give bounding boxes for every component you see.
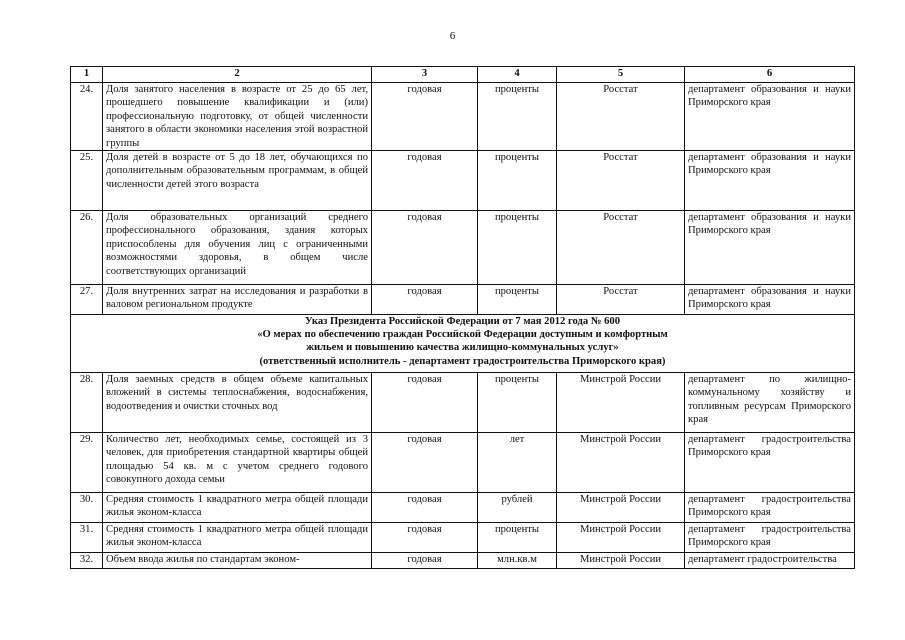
table-row: [71, 83, 855, 151]
unit: проценты: [478, 83, 557, 151]
data-source: Минстрой России: [557, 373, 685, 433]
indicator-description: Доля детей в возрасте от 5 до 18 лет, обучающихся по дополнительным образовательным программам, в общей численности детей этого возраста: [103, 151, 372, 211]
unit: проценты: [478, 151, 557, 211]
indicator-description: Доля образовательных организаций среднего профессионального образования, здания которых приспособлены для обучения лиц с ограниченными возможностями здоровья, в общем числе соответствующих организаций: [103, 211, 372, 285]
row-number: 32.: [71, 553, 103, 569]
table-row: [71, 493, 855, 523]
periodicity: годовая: [372, 83, 478, 151]
indicator-description: Доля внутренних затрат на исследования и разработки в валовом региональном продукте: [103, 285, 372, 315]
table-row: [71, 151, 855, 211]
responsible-body: департамент градостроительства Приморского края: [685, 523, 855, 553]
responsible-executor: (ответственный исполнитель - департамент градостроительства Приморского края): [259, 355, 666, 367]
data-source: Минстрой России: [557, 433, 685, 493]
indicator-description: Доля заемных средств в общем объеме капитальных вложений в системы теплоснабжения, водоснабжения, водоотведения и очистки сточных вод: [103, 373, 372, 433]
periodicity: годовая: [372, 523, 478, 553]
responsible-body: департамент градостроительства Приморского края: [685, 433, 855, 493]
section-row: [71, 315, 855, 373]
unit: млн.кв.м: [478, 553, 557, 569]
data-source: Минстрой России: [557, 523, 685, 553]
data-source: Росстат: [557, 211, 685, 285]
row-number: 30.: [71, 493, 103, 523]
data-source: Росстат: [557, 285, 685, 315]
responsible-body: департамент образования и науки Приморского края: [685, 211, 855, 285]
responsible-body: департамент градостроительства Приморского края: [685, 493, 855, 523]
data-source: Росстат: [557, 151, 685, 211]
row-number: 25.: [71, 151, 103, 211]
decree-subject-line-2: жильем и повышению качества жилищно-коммунальных услуг»: [306, 342, 619, 354]
periodicity: годовая: [372, 285, 478, 315]
row-number: 29.: [71, 433, 103, 493]
row-number: 24.: [71, 83, 103, 151]
table-row: [71, 523, 855, 553]
row-number: 27.: [71, 285, 103, 315]
header-cell-4: 4: [478, 67, 557, 83]
responsible-body: департамент образования и науки Приморского края: [685, 83, 855, 151]
data-source: Минстрой России: [557, 493, 685, 523]
indicator-description: Количество лет, необходимых семье, состоящей из 3 человек, для приобретения стандартной квартиры общей площадью 54 кв. м с учетом среднего годового совокупного дохода семьи: [103, 433, 372, 493]
section-heading: [71, 315, 855, 373]
header-row: [71, 67, 855, 83]
data-source: Росстат: [557, 83, 685, 151]
responsible-body: департамент образования и науки Приморского края: [685, 151, 855, 211]
row-number: 28.: [71, 373, 103, 433]
periodicity: годовая: [372, 493, 478, 523]
periodicity: годовая: [372, 433, 478, 493]
page-number: 6: [449, 30, 456, 42]
table-body: [71, 67, 855, 569]
header-cell-5: 5: [557, 67, 685, 83]
decree-subject-line-1: «О мерах по обеспечению граждан Российской Федерации доступным и комфортным: [257, 329, 668, 341]
table-row: [71, 553, 855, 569]
table-row: [71, 373, 855, 433]
table-row: [71, 433, 855, 493]
header-cell-2: 2: [103, 67, 372, 83]
unit: лет: [478, 433, 557, 493]
indicators-table: [70, 66, 855, 569]
indicator-description: Доля занятого населения в возрасте от 25 до 65 лет, прошедшего повышение квалификации и (или) профессиональную подготовку, от общей численности занятого в области экономики населения этой возрастной группы: [103, 83, 372, 151]
unit: проценты: [478, 523, 557, 553]
responsible-body: департамент по жилищно-коммунальному хозяйству и топливным ресурсам Приморского края: [685, 373, 855, 433]
indicator-description: Объем ввода жилья по стандартам эконом-: [103, 553, 372, 569]
unit: рублей: [478, 493, 557, 523]
unit: проценты: [478, 373, 557, 433]
header-cell-3: 3: [372, 67, 478, 83]
responsible-body: департамент образования и науки Приморского края: [685, 285, 855, 315]
periodicity: годовая: [372, 373, 478, 433]
data-source: Минстрой России: [557, 553, 685, 569]
responsible-body: департамент градостроительства: [685, 553, 855, 569]
unit: проценты: [478, 285, 557, 315]
header-cell-1: 1: [71, 67, 103, 83]
table-row: [71, 211, 855, 285]
table-row: [71, 285, 855, 315]
periodicity: годовая: [372, 151, 478, 211]
header-cell-6: 6: [685, 67, 855, 83]
periodicity: годовая: [372, 553, 478, 569]
indicator-description: Средняя стоимость 1 квадратного метра общей площади жилья эконом-класса: [103, 493, 372, 523]
row-number: 31.: [71, 523, 103, 553]
indicator-description: Средняя стоимость 1 квадратного метра общей площади жилья эконом-класса: [103, 523, 372, 553]
row-number: 26.: [71, 211, 103, 285]
decree-title: Указ Президента Российской Федерации от 7 мая 2012 года № 600: [304, 316, 621, 328]
periodicity: годовая: [372, 211, 478, 285]
unit: проценты: [478, 211, 557, 285]
